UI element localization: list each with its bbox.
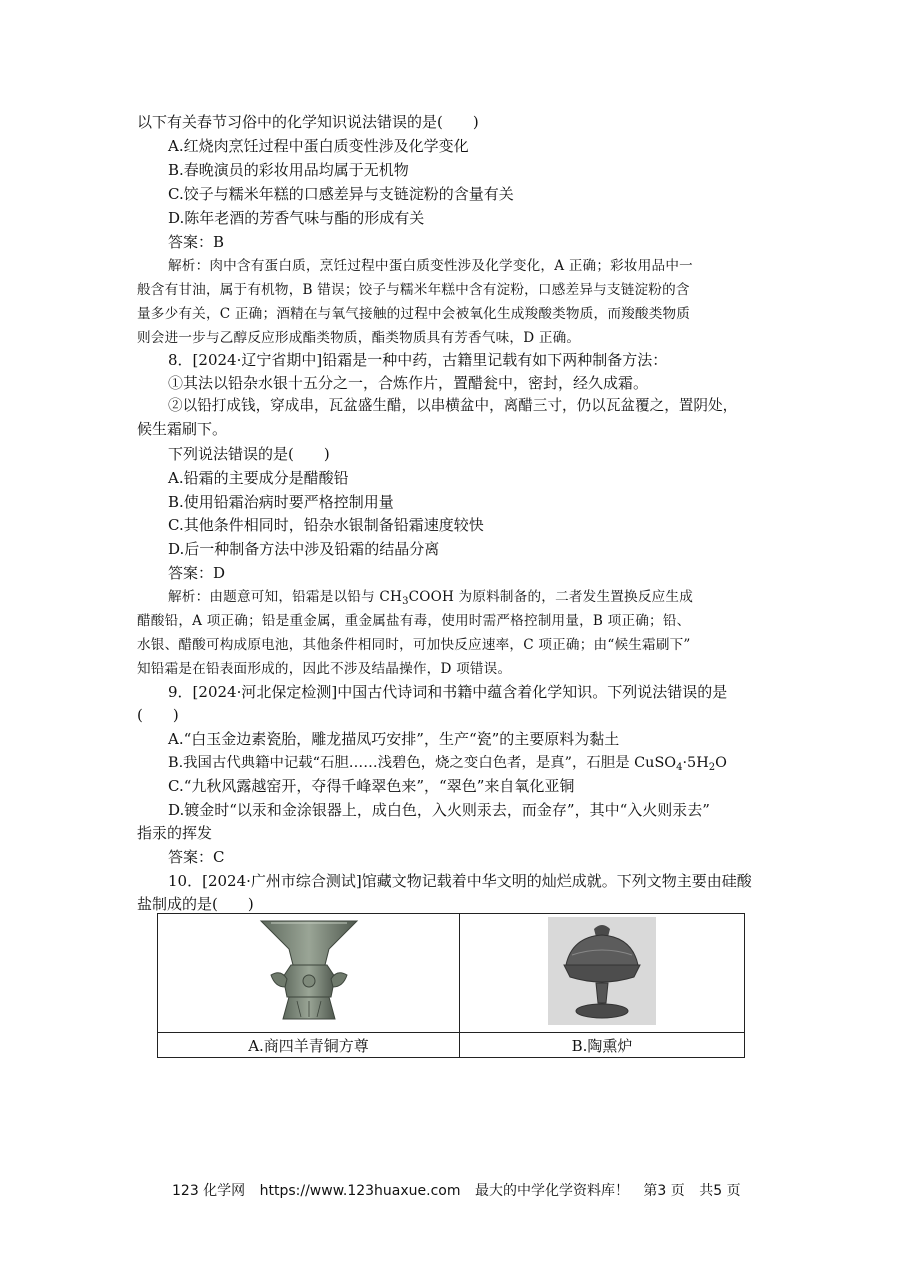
page-footer xyxy=(172,1180,751,1200)
bronze-zun-image xyxy=(249,915,369,1027)
q8-method-2-cont: 候生霜刷下。 xyxy=(137,420,228,438)
pottery-censer-image xyxy=(542,915,662,1027)
q7-stem: 以下有关春节习俗中的化学知识说法错误的是( ) xyxy=(137,113,479,131)
q9-stem-cont: ( ) xyxy=(137,706,179,724)
footer-slogan: 最大的中学化学资料库！ xyxy=(474,1183,629,1199)
artifact-caption-b: B.陶熏炉 xyxy=(460,1033,745,1058)
q9-option-b-text: B.我国古代典籍中记载“石胆……浅碧色，烧之变白色者，是真”，石胆是 CuSO xyxy=(168,755,677,771)
subscript: 2 xyxy=(708,762,716,773)
q8-analysis-text: 解析：由题意可知，铅霜是以铅与 CH xyxy=(168,589,403,605)
q7-option-b: B.春晚演员的彩妆用品均属于无机物 xyxy=(168,161,409,179)
pottery-censer-image-cell xyxy=(460,914,745,1033)
q9-option-a: A.“白玉金边素瓷胎，雕龙描凤巧安排”，生产“瓷”的主要原料为黏土 xyxy=(168,730,620,748)
q7-analysis-line: 量多少有关，C 正确；酒精在与氧气接触的过程中会被氧化生成羧酸类物质，而羧酸类物质 xyxy=(137,306,691,322)
q10-stem-cont: 盐制成的是( ) xyxy=(137,895,254,913)
artifact-table xyxy=(157,913,745,1058)
q7-option-d: D.陈年老酒的芳香气味与酯的形成有关 xyxy=(168,209,425,227)
q9-option-d-cont: 指汞的挥发 xyxy=(137,824,213,842)
q8-option-a: A.铅霜的主要成分是醋酸铅 xyxy=(168,469,349,487)
q8-analysis-text: COOH 为原料制备的，二者发生置换反应生成 xyxy=(408,589,694,605)
q8-method-1: ①其法以铅杂水银十五分之一，合炼作片，置醋瓮中，密封，经久成霜。 xyxy=(168,374,649,392)
footer-page-number: 第3 页 xyxy=(643,1183,685,1199)
q8-method-2: ②以铅打成钱，穿成串，瓦盆盛生醋，以串横盆中，离醋三寸，仍以瓦盆覆之，置阴处， xyxy=(168,397,738,414)
q7-analysis-line: 则会进一步与乙醇反应形成酯类物质，酯类物质具有芳香气味，D 正确。 xyxy=(137,330,581,346)
q8-answer: 答案：D xyxy=(168,564,226,582)
q10-stem: 10．[2024·广州市综合测试]馆藏文物记载着中华文明的灿烂成就。下列文物主要由硅酸 xyxy=(168,872,752,890)
q9-option-b-text: ·5H xyxy=(682,755,709,771)
q8-option-b: B.使用铅霜治病时要严格控制用量 xyxy=(168,493,394,511)
q7-answer: 答案：B xyxy=(168,233,225,251)
q7-option-a: A.红烧肉烹饪过程中蛋白质变性涉及化学变化 xyxy=(168,137,469,155)
q9-option-b-text: O xyxy=(715,755,727,771)
footer-page-total: 共5 页 xyxy=(699,1183,741,1199)
bronze-zun-image-cell xyxy=(158,914,460,1033)
q7-analysis-line: 解析：肉中含有蛋白质，烹饪过程中蛋白质变性涉及化学变化，A 正确；彩妆用品中一 xyxy=(168,258,693,274)
footer-url[interactable]: https://www.123huaxue.com xyxy=(259,1183,461,1199)
q8-analysis-line: 水银、醋酸可构成原电池，其他条件相同时，可加快反应速率，C 项正确；由“候生霜刷下” xyxy=(137,637,691,653)
q8-analysis-line: 醋酸铅，A 项正确；铅是重金属，重金属盐有毒，使用时需严格控制用量，B 项正确；铅、 xyxy=(137,613,691,629)
q8-analysis-line: 知铅霜是在铅表面形成的，因此不涉及结晶操作，D 项错误。 xyxy=(137,661,512,677)
q7-analysis-line: 般含有甘油，属于有机物，B 错误；饺子与糯米年糕中含有淀粉，口感差异与支链淀粉的含 xyxy=(137,282,690,298)
q8-option-d: D.后一种制备方法中涉及铅霜的结晶分离 xyxy=(168,540,440,558)
q9-option-b xyxy=(168,753,727,778)
q8-analysis-line xyxy=(168,587,693,612)
q9-option-c: C.“九秋风露越窑开，夺得千峰翠色来”，“翠色”来自氧化亚铜 xyxy=(168,777,575,795)
q9-answer: 答案：C xyxy=(168,848,225,866)
subscript: 3 xyxy=(402,596,409,607)
footer-site-name: 123 化学网 xyxy=(172,1183,246,1199)
q9-stem: 9．[2024·河北保定检测]中国古代诗词和书籍中蕴含着化学知识。下列说法错误的是 xyxy=(168,683,728,701)
q8-option-c: C.其他条件相同时，铅杂水银制备铅霜速度较快 xyxy=(168,516,484,534)
q8-stem: 8．[2024·辽宁省期中]铅霜是一种中药，古籍里记载有如下两种制备方法： xyxy=(168,351,668,369)
q8-question: 下列说法错误的是( ) xyxy=(168,445,330,463)
q9-option-d: D.镀金时“以汞和金涂银器上，成白色，入火则汞去，而金存”，其中“入火则汞去” xyxy=(168,801,710,819)
q7-option-c: C.饺子与糯米年糕的口感差异与支链淀粉的含量有关 xyxy=(168,185,514,203)
subscript: 4 xyxy=(676,762,683,773)
artifact-caption-a: A.商四羊青铜方尊 xyxy=(158,1033,460,1058)
